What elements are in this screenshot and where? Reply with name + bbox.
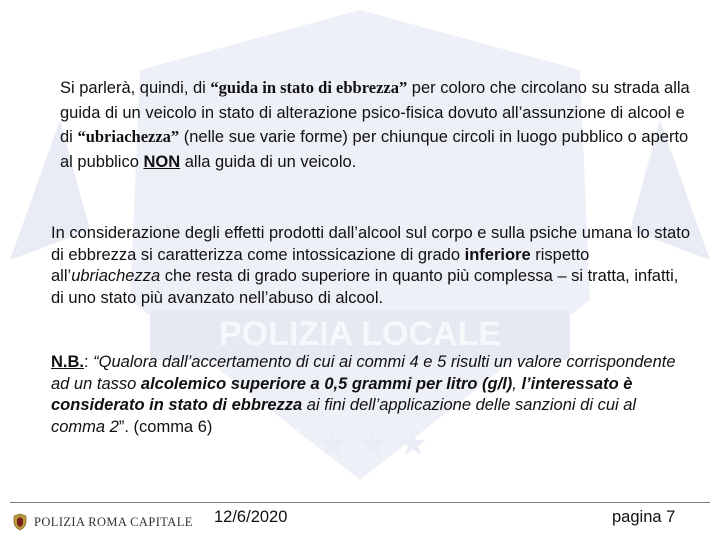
p3-italic-3: ai fini dell’applicazione delle sanzioni di cui al comma 2 [51, 396, 637, 436]
p2-text-2: rispetto all’ [51, 245, 590, 285]
p3-nb-label: N.B. [51, 353, 84, 371]
police-crest-icon [12, 513, 28, 531]
p3-text-1: : [84, 353, 94, 371]
p3-bold-italic-ebbrezza: l’interessato è considerato in stato di ebbrezza [51, 374, 633, 414]
p1-non-emphasis: NON [143, 152, 181, 171]
p1-quote-ubriachezza: “ubriachezza” [77, 127, 180, 146]
p2-bold-inferiore: inferiore [464, 245, 531, 264]
p2-text-3: che resta di grado superiore in quanto più complessa – si tratta, infatti, di uno stato più avanzato nell’abuso di alcool. [51, 267, 679, 307]
footer-divider [10, 502, 710, 503]
footer-date: 12/6/2020 [214, 508, 288, 526]
p3-text-2: ”. (comma 6) [118, 417, 213, 436]
p1-text-2: per coloro che circolano su strada alla guida di un veicolo in stato di alterazione psico-fisica dovuto all’assunzione di alcool e di [60, 79, 690, 146]
p1-quote-guida: “guida in stato di ebbrezza” [210, 78, 408, 97]
p3-italic-2: , [512, 374, 522, 393]
footer-logo [12, 512, 193, 532]
watermark-text: POLIZIA LOCALE [218, 315, 502, 353]
p1-text-3: (nelle sue varie forme) per chiunque circoli in luogo pubblico o aperto al pubblico [60, 128, 689, 171]
paragraph-effetti-alcool [51, 223, 691, 309]
p2-text-1: In considerazione degli effetti prodotti dall’alcool sul corpo e sulla psiche umana lo stato di ebbrezza si caratterizza come intossicazione di grado [51, 224, 690, 264]
paragraph-guida-ebbrezza [60, 76, 700, 174]
paragraph-nota-bene [51, 352, 691, 438]
p3-italic-1: “Qualora dall’accertamento di cui ai commi 4 e 5 risulti un valore corrispondente ad un tasso [51, 353, 676, 393]
footer-logo-text: POLIZIA ROMA CAPITALE [34, 514, 193, 529]
p1-text-4: alla guida di un veicolo. [180, 152, 357, 171]
p1-text-1: Si parlerà, quindi, di [60, 79, 211, 97]
p2-italic-ubriachezza: ubriachezza [71, 267, 161, 285]
p3-bold-italic-limit: alcolemico superiore a 0,5 grammi per litro (g/l) [140, 374, 513, 393]
footer-page-number: pagina 7 [612, 508, 676, 526]
